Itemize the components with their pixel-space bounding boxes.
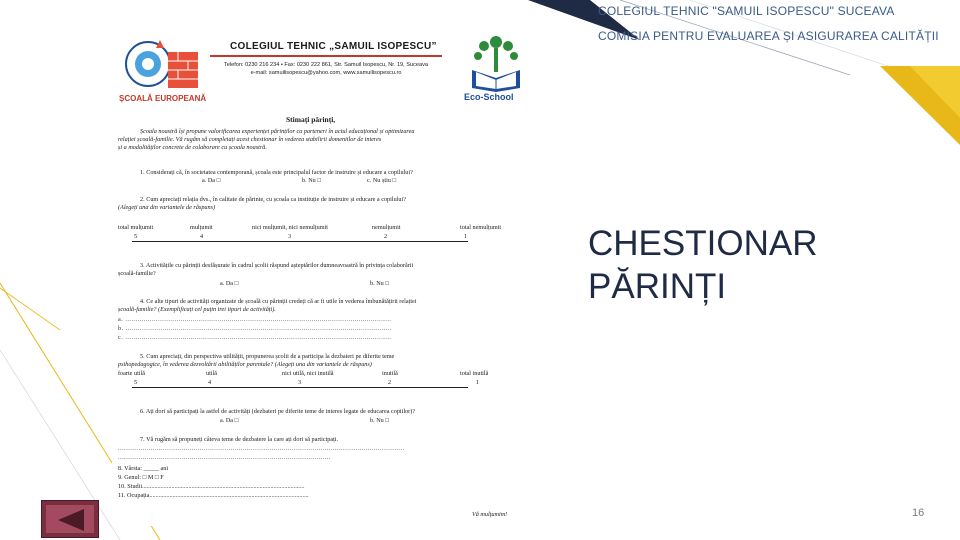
q2-scale-line xyxy=(132,241,468,242)
header-rule xyxy=(210,55,442,57)
intro-line: și a modalităților concrete de colaborare cu școala noastră. xyxy=(118,144,267,151)
answer-line: b. .................................................................................................................................. xyxy=(118,325,392,332)
eco-school-caption: Eco-School xyxy=(464,92,514,102)
q3-option-b: b. Nu □ xyxy=(370,280,390,287)
question-3-cont: școală-familie? xyxy=(118,270,156,277)
question-1: 1. Considerați că, în societatea contemporană, școala este principalul factor de instruire și educare a copilului? xyxy=(140,169,413,176)
scale-number: 5 xyxy=(134,379,138,386)
intro-line: relației școală-familie. Vă rugăm să completați acest chestionar în vederea stabilirii domeniilor de interes xyxy=(118,136,382,143)
closing-thanks: Vă mulțumim! xyxy=(472,511,508,518)
q1-option-a: a. Da □ xyxy=(202,177,221,184)
scale-number: 4 xyxy=(200,233,204,240)
question-2: 2. Cum apreciați relația dvs., în calitate de părinte, cu școala ca instituție de instruire și educare a copilului? xyxy=(140,196,406,203)
scale-number: 5 xyxy=(134,233,138,240)
slide-title-line: PĂRINȚI xyxy=(588,267,727,306)
document-greeting: Stimați părinți, xyxy=(286,115,336,124)
q1-option-c: c. Nu știu □ xyxy=(367,177,397,184)
q5-scale-label: total inutilă xyxy=(460,370,489,377)
header-school-name: COLEGIUL TEHNIC "SAMUIL ISOPESCU" SUCEAVA xyxy=(598,4,895,18)
q2-scale-label: total nemulțumit xyxy=(460,224,502,231)
q5-scale-label: utilă xyxy=(206,370,217,377)
q2-scale-label: nemulțumit xyxy=(372,224,401,231)
header-commission-name: COMISIA PENTRU EVALUAREA ȘI ASIGURAREA CALITĂȚII xyxy=(598,29,939,43)
slide-title xyxy=(588,222,817,308)
school-contact xyxy=(212,61,440,77)
q5-scale-label: nici utilă, nici inutilă xyxy=(282,370,334,377)
scale-number: 4 xyxy=(208,379,212,386)
scale-number: 3 xyxy=(288,233,292,240)
answer-line: a. .................................................................................................................................. xyxy=(118,316,392,323)
q2-scale-label: total mulțumit xyxy=(118,224,154,231)
q5-scale-line xyxy=(132,387,468,388)
intro-line: Școala noastră își propune valorificarea experienței părinților ca parteneri în actul educațional și optimizarea xyxy=(140,128,415,135)
document-school-name: COLEGIUL TEHNIC „SAMUIL ISOPESCU” xyxy=(230,41,437,52)
q2-scale-label: nici mulțumit, nici nemulțumit xyxy=(252,224,328,231)
eco-school-logo-icon xyxy=(468,30,524,92)
slide-title-line: CHESTIONAR xyxy=(588,224,818,263)
slide-page-number: 16 xyxy=(912,507,925,519)
q2-note: (Alegeți una din variantele de răspuns) xyxy=(118,204,216,211)
triangle-left-icon xyxy=(54,507,88,533)
question-5: 5. Cum apreciați, din perspectiva utilității, propunerea școlii de a participa la dezbateri pe diferite teme xyxy=(140,353,395,360)
questionnaire-document xyxy=(112,14,532,526)
school-logo-caption: ȘCOALĂ EUROPEANĂ xyxy=(119,94,207,103)
q1-option-b: b. Nu □ xyxy=(302,177,322,184)
question-4: 4. Ce alte tipuri de activități organizate de școală cu părinții credeți că ar fi utile în vederea îmbunătățirii relației xyxy=(140,298,417,305)
school-logo-icon xyxy=(120,34,210,96)
scale-number: 1 xyxy=(476,379,480,386)
q3-option-a: a. Da □ xyxy=(220,280,239,287)
q6-option-a: a. Da □ xyxy=(220,417,239,424)
q5-scale-label: inutilă xyxy=(382,370,398,377)
scale-number: 1 xyxy=(464,233,468,240)
question-5-cont: psihopedagogice, în vederea dezvoltării abilităților parentale? (Alegeți una din variantele de răspuns) xyxy=(118,361,372,368)
q2-scale-label: mulțumit xyxy=(190,224,213,231)
scale-number: 2 xyxy=(388,379,392,386)
answer-line: ............................................................................................................................................ xyxy=(118,445,405,452)
q6-option-b: b. Nu □ xyxy=(370,417,390,424)
answer-line: c. .................................................................................................................................. xyxy=(118,334,392,341)
contact-line: Telefon: 0230 216 234 • Fax: 0230 222 861, Str. Samuil Isopescu, Nr. 19, Suceava xyxy=(223,62,429,68)
field-age: 8. Vârsta: _____ ani xyxy=(118,465,169,472)
answer-line: ........................................................................................................ xyxy=(118,454,331,461)
question-6: 6. Ați dori să participați la astfel de activități (dezbateri pe diferite teme de interes legate de educarea copiilor)? xyxy=(140,408,416,415)
left-gold-line-2 xyxy=(0,288,60,330)
scale-number: 3 xyxy=(298,379,302,386)
field-studies: 10. Studii......................................................................................................... xyxy=(118,483,305,490)
q5-scale-label: foarte utilă xyxy=(118,370,145,377)
question-4-cont: școală-familie? (Exemplificați cel puțin trei tipuri de activități). xyxy=(118,306,276,313)
field-gender: 9. Genul: □ M □ F xyxy=(118,474,164,481)
previous-slide-button[interactable] xyxy=(41,500,99,538)
field-occupation: 11. Ocupația....................................................................................................... xyxy=(118,492,309,499)
question-7: 7. Vă rugăm să propuneți câteva teme de dezbatere la care ați dori să participați. xyxy=(140,436,339,443)
scale-number: 2 xyxy=(384,233,388,240)
question-3: 3. Activitățile cu părinții desfășurate în cadrul școlii răspund așteptărilor dumneavoastră în privința colaborării xyxy=(140,262,414,269)
contact-line: e-mail: samuilisopescu@yahoo.com, www.samuilisopescu.ro xyxy=(250,70,402,76)
